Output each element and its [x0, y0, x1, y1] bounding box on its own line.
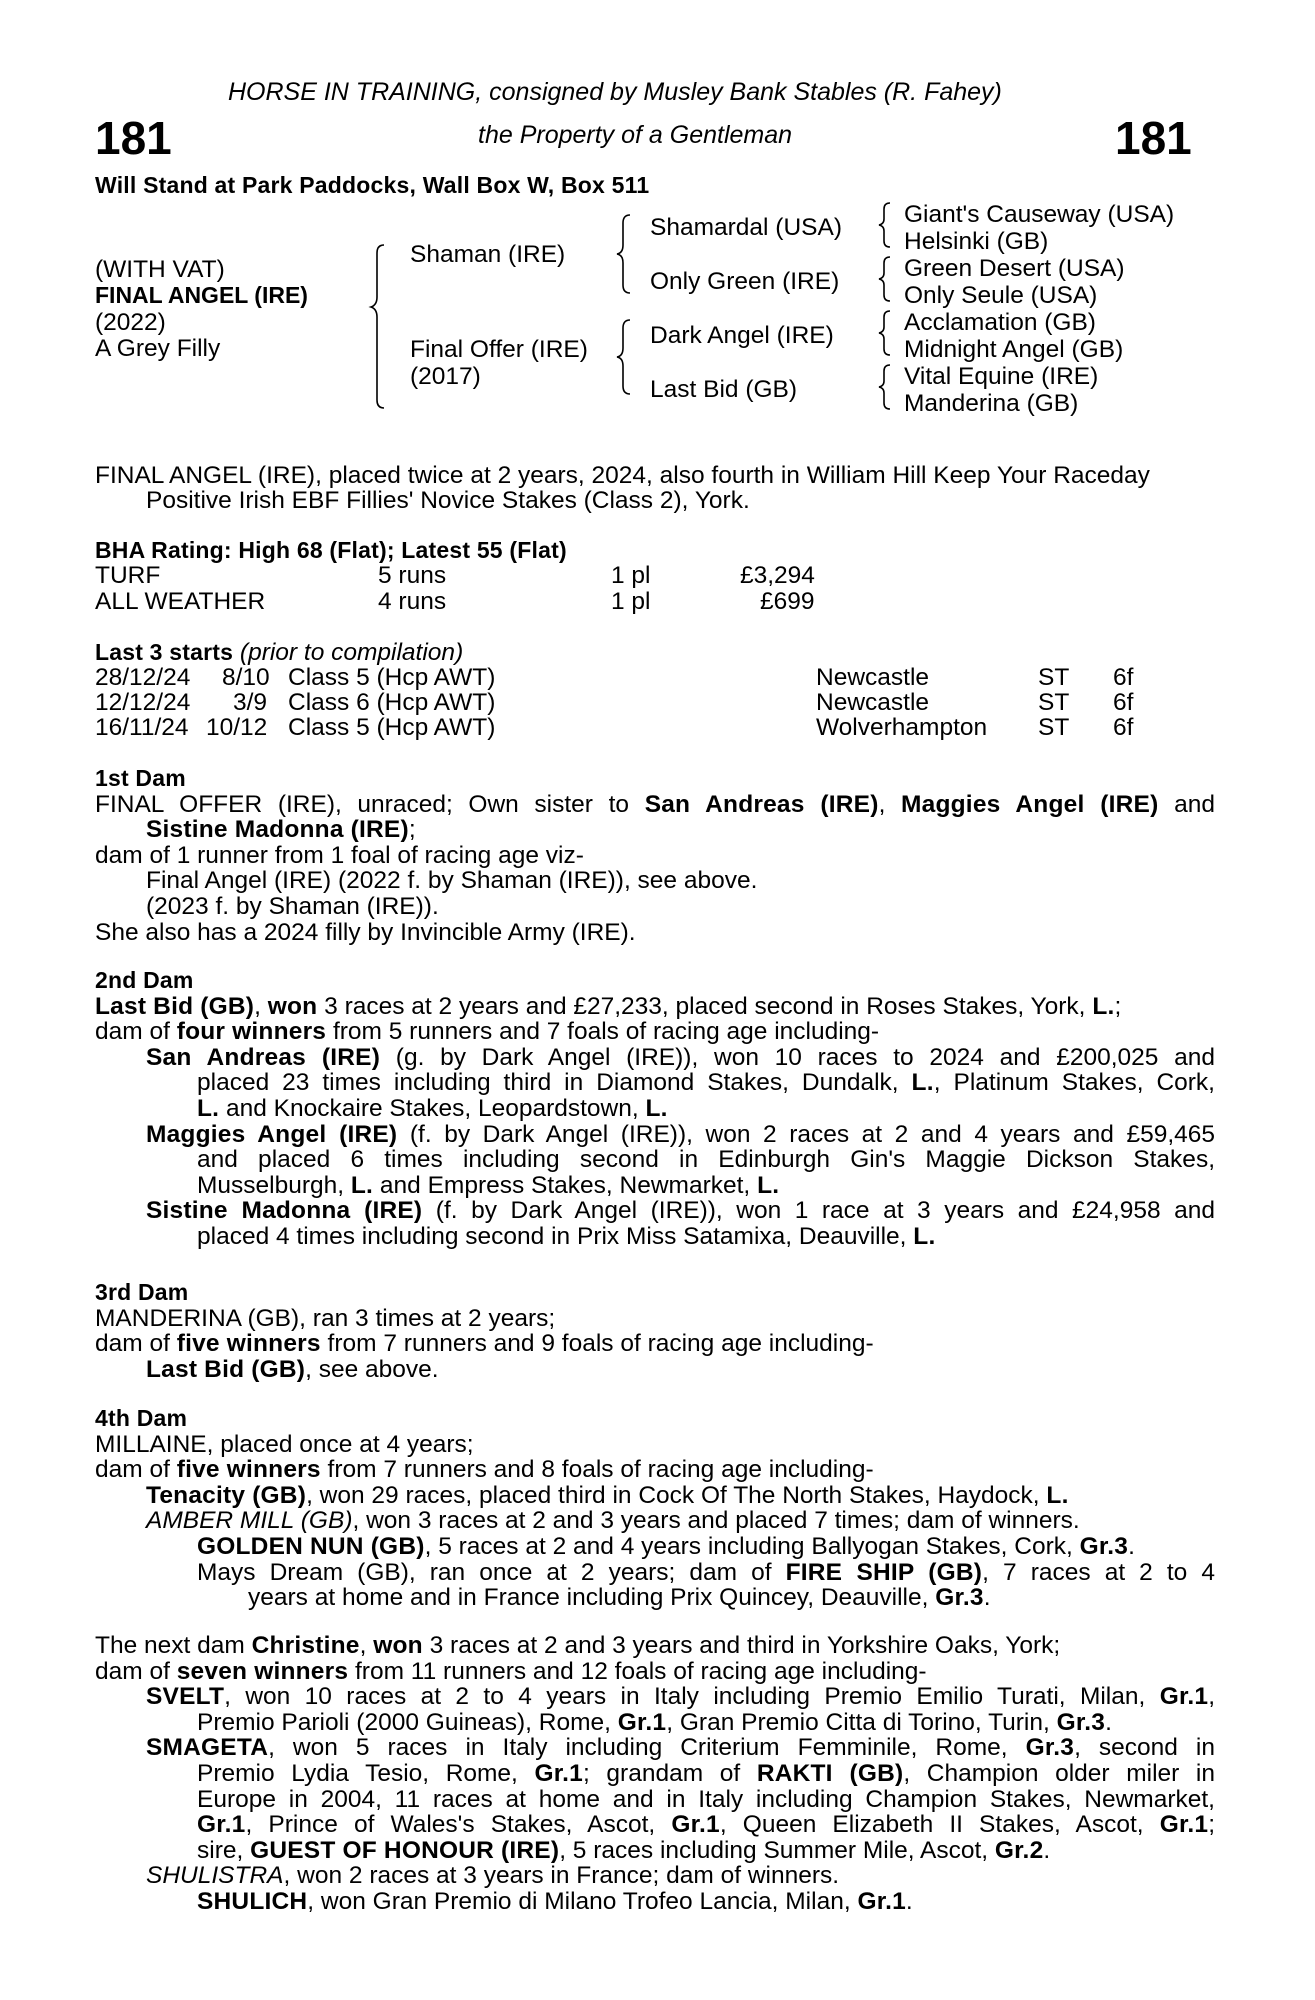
- section-heading: 2nd Dam: [95, 967, 194, 993]
- first-dam-line-6: She also has a 2024 filly by Invincible Army (IRE).: [95, 918, 636, 946]
- progeny-smageta-1: SMAGETA, won 5 races in Italy including Criterium Femminile, Rome, Gr.3, second in: [146, 1734, 1215, 1762]
- rating-surface: ALL WEATHER: [95, 588, 266, 615]
- first-dam-line-1: FINAL OFFER (IRE), unraced; Own sister to San Andreas (IRE), Maggies Angel (IRE) and: [95, 790, 1215, 818]
- horse-description: A Grey Filly: [95, 335, 221, 362]
- progeny-smageta-5: sire, GUEST OF HONOUR (IRE), 5 races including Summer Mile, Ascot, Gr.2.: [197, 1836, 1051, 1864]
- next-dam-line-1: The next dam Christine, won 3 races at 2 and 3 years and third in Yorkshire Oaks, York;: [95, 1632, 1061, 1659]
- start-race: Class 5 (Hcp AWT): [288, 664, 496, 691]
- rating-earnings: £3,294: [740, 562, 815, 589]
- second-dam-line-1: Last Bid (GB), won 3 races at 2 years and £27,233, placed second in Roses Stakes, York, L.;: [95, 992, 1122, 1020]
- starts-title: Last 3 starts: [95, 639, 234, 665]
- progeny-san-andreas-3: L. and Knockaire Stakes, Leopardstown, L.: [197, 1094, 668, 1122]
- third-dam-section: [95, 1280, 1215, 1382]
- start-distance: 6f: [1113, 689, 1134, 716]
- second-dam-section: [95, 968, 1215, 1250]
- first-dam-line-4: Final Angel (IRE) (2022 f. by Shaman (IRE)), see above.: [146, 867, 758, 895]
- lot-number-left: 181: [95, 112, 172, 164]
- progeny-shulich: SHULICH, won Gran Premio di Milano Trofeo Lancia, Milan, Gr.1.: [197, 1887, 913, 1915]
- next-dam-section: [95, 1633, 1215, 1915]
- summary-line-2: Positive Irish EBF Fillies' Novice Stakes (Class 2), York.: [146, 487, 750, 514]
- start-going: ST: [1038, 689, 1070, 716]
- progeny-sistine-madonna-1: Sistine Madonna (IRE) (f. by Dark Angel (IRE)), won 1 race at 3 years and £24,958 and: [146, 1197, 1216, 1225]
- first-dam-line-5: (2023 f. by Shaman (IRE)).: [146, 892, 439, 920]
- ancestor-g7: Vital Equine (IRE): [904, 363, 1099, 390]
- dam-year: (2017): [410, 363, 481, 390]
- ancestor-g2: Helsinki (GB): [904, 228, 1049, 255]
- start-distance: 6f: [1113, 664, 1134, 691]
- start-course: Wolverhampton: [816, 714, 988, 741]
- consignor-line: HORSE IN TRAINING, consigned by Musley Bank Stables (R. Fahey): [228, 78, 1002, 106]
- progeny-smageta-4: Gr.1, Prince of Wales's Stakes, Ascot, Gr.1, Queen Elizabeth II Stakes, Ascot, Gr.1;: [197, 1811, 1215, 1839]
- third-dam-line-3: Last Bid (GB), see above.: [146, 1355, 439, 1383]
- horse-year: (2022): [95, 309, 166, 336]
- fourth-dam-section: [95, 1406, 1215, 1611]
- third-dam-line-1: MANDERINA (GB), ran 3 times at 2 years;: [95, 1304, 556, 1332]
- progeny-svelt-1: SVELT, won 10 races at 2 to 4 years in Italy including Premio Emilio Turati, Milan, Gr.1,: [146, 1683, 1215, 1711]
- next-dam-line-2: dam of seven winners from 11 runners and 12 foals of racing age including-: [95, 1657, 927, 1685]
- second-dam-line-2: dam of four winners from 5 runners and 7 foals of racing age including-: [95, 1018, 880, 1046]
- rating-surface: TURF: [95, 562, 161, 589]
- start-date: 16/11/24: [95, 714, 189, 741]
- start-going: ST: [1038, 714, 1070, 741]
- rating-placed: 1 pl: [611, 588, 651, 615]
- property-line: the Property of a Gentleman: [478, 121, 793, 149]
- first-dam-line-2: Sistine Madonna (IRE);: [146, 816, 416, 844]
- start-position: 10/12: [206, 714, 268, 741]
- progeny-golden-nun: GOLDEN NUN (GB), 5 races at 2 and 4 years including Ballyogan Stakes, Cork, Gr.3.: [197, 1532, 1135, 1560]
- third-dam-line-2: dam of five winners from 7 runners and 9 foals of racing age including-: [95, 1330, 874, 1358]
- progeny-maggies-angel-1: Maggies Angel (IRE) (f. by Dark Angel (IRE)), won 2 races at 2 and 4 years and £59,465: [146, 1120, 1216, 1148]
- rating-placed: 1 pl: [611, 562, 651, 589]
- rating-runs: 5 runs: [378, 562, 447, 589]
- progeny-mays-dream-2: years at home and in France including Prix Quincey, Deauville, Gr.3.: [248, 1584, 991, 1612]
- section-heading: 4th Dam: [95, 1405, 188, 1431]
- ancestor-g3: Green Desert (USA): [904, 255, 1125, 282]
- lot-number-right: 181: [1115, 112, 1192, 164]
- horse-name: FINAL ANGEL (IRE): [95, 282, 308, 308]
- ancestor-g5: Acclamation (GB): [904, 309, 1096, 336]
- start-date: 12/12/24: [95, 689, 191, 716]
- start-distance: 6f: [1113, 714, 1134, 741]
- ancestor-g6: Midnight Angel (GB): [904, 336, 1124, 363]
- starts-note: (prior to compilation): [239, 639, 464, 666]
- progeny-smageta-2: Premio Lydia Tesio, Rome, Gr.1; grandam of RAKTI (GB), Champion older miler in: [197, 1759, 1215, 1787]
- ancestor-g4: Only Seule (USA): [904, 282, 1098, 309]
- rating-earnings: £699: [760, 588, 815, 615]
- progeny-shulistra: SHULISTRA, won 2 races at 3 years in France; dam of winners.: [146, 1862, 840, 1890]
- fourth-dam-line-1: MILLAINE, placed once at 4 years;: [95, 1430, 474, 1458]
- dam: Final Offer (IRE): [410, 336, 588, 363]
- sire: Shaman (IRE): [410, 241, 566, 268]
- section-heading: 1st Dam: [95, 765, 186, 791]
- progeny-sistine-madonna-2: placed 4 times including second in Prix Miss Satamixa, Deauville, L.: [197, 1222, 936, 1250]
- vat-label: (WITH VAT): [95, 256, 225, 283]
- summary-line-1: FINAL ANGEL (IRE), placed twice at 2 years, 2024, also fourth in William Hill Keep Your Raceday: [95, 462, 1150, 489]
- start-course: Newcastle: [816, 689, 930, 716]
- start-race: Class 6 (Hcp AWT): [288, 689, 496, 716]
- progeny-amber-mill: AMBER MILL (GB), won 3 races at 2 and 3 years and placed 7 times; dam of winners.: [146, 1507, 1080, 1535]
- start-course: Newcastle: [816, 664, 930, 691]
- start-position: 8/10: [222, 664, 270, 691]
- start-position: 3/9: [233, 689, 268, 716]
- ancestor-g1: Giant's Causeway (USA): [904, 201, 1175, 228]
- progeny-mays-dream-1: Mays Dream (GB), ran once at 2 years; dam of FIRE SHIP (GB), 7 races at 2 to 4: [197, 1558, 1215, 1586]
- progeny-san-andreas-2: placed 23 times including third in Diamond Stakes, Dundalk, L., Platinum Stakes, Cork,: [197, 1069, 1215, 1097]
- first-dam-line-3: dam of 1 runner from 1 foal of racing age viz-: [95, 841, 584, 869]
- sire-dam: Only Green (IRE): [650, 268, 840, 295]
- first-dam-section: [95, 766, 1215, 945]
- ancestor-g8: Manderina (GB): [904, 390, 1079, 417]
- section-heading: 3rd Dam: [95, 1279, 189, 1305]
- progeny-svelt-2: Premio Parioli (2000 Guineas), Rome, Gr.1, Gran Premio Citta di Torino, Turin, Gr.3.: [197, 1708, 1112, 1736]
- start-going: ST: [1038, 664, 1070, 691]
- progeny-tenacity: Tenacity (GB), won 29 races, placed third in Cock Of The North Stakes, Haydock, L.: [146, 1481, 1069, 1509]
- start-race: Class 5 (Hcp AWT): [288, 714, 496, 741]
- progeny-maggies-angel-2: and placed 6 times including second in Edinburgh Gin's Maggie Dickson Stakes,: [197, 1146, 1215, 1174]
- progeny-san-andreas-1: San Andreas (IRE) (g. by Dark Angel (IRE)), won 10 races to 2024 and £200,025 and: [146, 1043, 1215, 1071]
- rating-title: BHA Rating: High 68 (Flat); Latest 55 (Flat): [95, 537, 567, 563]
- progeny-smageta-3: Europe in 2004, 11 races at home and in Italy including Champion Stakes, Newmarket,: [197, 1785, 1215, 1813]
- location-line: Will Stand at Park Paddocks, Wall Box W, Box 511: [95, 172, 650, 198]
- fourth-dam-line-2: dam of five winners from 7 runners and 8 foals of racing age including-: [95, 1456, 874, 1484]
- dam-sire: Dark Angel (IRE): [650, 322, 834, 349]
- rating-runs: 4 runs: [378, 588, 447, 615]
- dam-dam: Last Bid (GB): [650, 376, 798, 403]
- start-date: 28/12/24: [95, 664, 191, 691]
- progeny-maggies-angel-3: Musselburgh, L. and Empress Stakes, Newmarket, L.: [197, 1171, 780, 1199]
- sire-sire: Shamardal (USA): [650, 214, 842, 241]
- starts-title-line: [95, 640, 463, 666]
